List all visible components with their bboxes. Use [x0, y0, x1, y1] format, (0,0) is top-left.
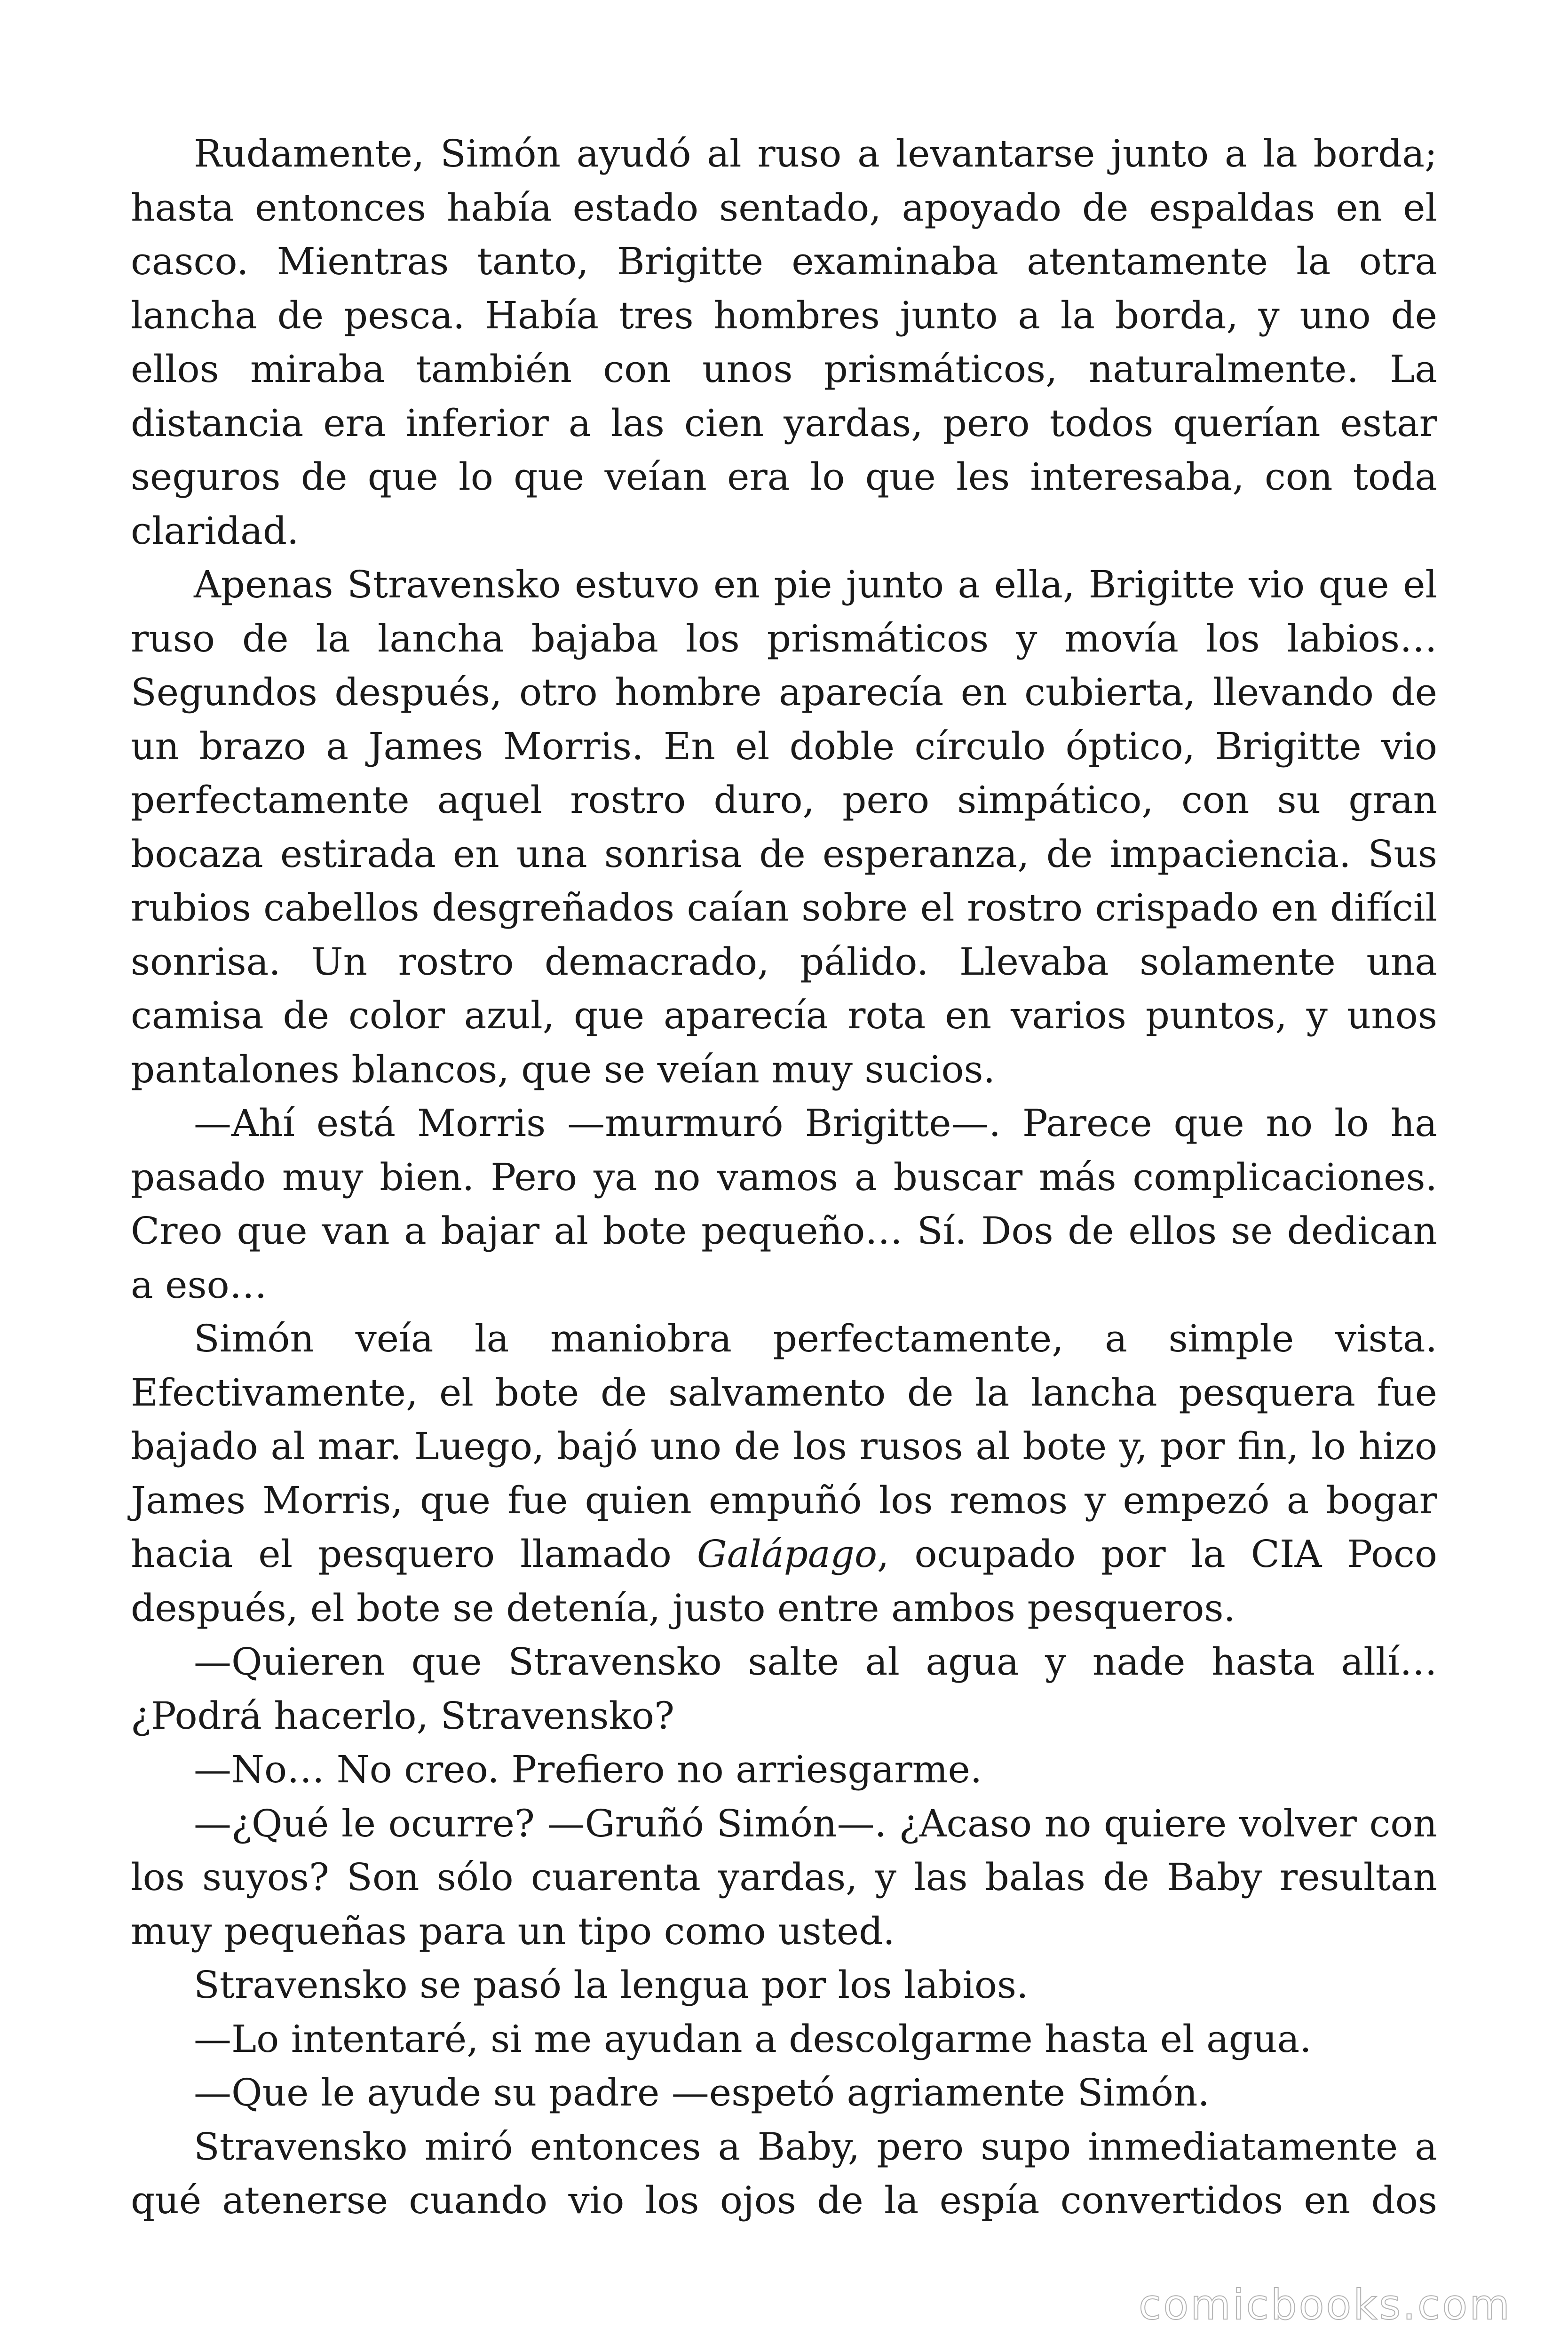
watermark: comicbooks.com [1138, 2280, 1512, 2329]
paragraph: —Lo intentaré, si me ayudan a descolgarme hasta el agua. [194, 2017, 1312, 2061]
paragraph: —Ahí está Morris —murmuró Brigitte—. Parece que no lo ha pasado muy bien. Pero ya no vamos a buscar más complicaciones. Creo que van a bajar al bote pequeño… Sí. Dos de ellos se dedican a eso… [131, 1101, 1437, 1307]
paragraph: —Que le ayude su padre —espetó agriamente Simón. [194, 2071, 1210, 2114]
paragraph: —No… No creo. Prefiero no arriesgarme. [194, 1748, 982, 1791]
paragraph: Stravensko se pasó la lengua por los labios. [194, 1963, 1029, 2007]
boat-name: Galápago [697, 1532, 877, 1576]
paragraph: Rudamente, Simón ayudó al ruso a levantarse junto a la borda; hasta entonces había estado sentado, apoyado de espaldas en el casco. Mientras tanto, Brigitte examinaba atentamente la otra lancha de pesca. Había tres hombres junto a la borda, y uno de ellos miraba también con unos prismáticos, naturalmente. La distancia era inferior a las cien yardas, pero todos querían estar seguros de que lo que veían era lo que les interesaba, con toda claridad. [131, 132, 1437, 553]
body-text [131, 127, 1437, 2228]
paragraph: Apenas Stravensko estuvo en pie junto a ella, Brigitte vio que el ruso de la lancha bajaba los prismáticos y movía los labios… Segundos después, otro hombre aparecía en cubierta, llevando de un brazo a James Morris. En el doble círculo óptico, Brigitte vio perfectamente aquel rostro duro, pero simpático, con su gran bocaza estirada en una sonrisa de esperanza, de impaciencia. Sus rubios cabellos desgreñados caían sobre el rostro crispado en difícil sonrisa. Un rostro demacrado, pálido. Llevaba solamente una camisa de color azul, que aparecía rota en varios puntos, y unos pantalones blancos, que se veían muy sucios. [131, 563, 1437, 1091]
paragraph-text: Simón veía la maniobra perfectamente, a simple vista. Efectivamente, el bote de salvamento de la lancha pesquera fue bajado al mar. Luego, bajó uno de los rusos al bote y, por fin, lo hizo James Morris, que fue quien empuñó los remos y empezó a bogar hacia el pesquero llamado [131, 1317, 1437, 1576]
paragraph-text: , ocupado por la CIA Poco después, el bote se detenía, justo entre ambos pesqueros. [131, 1532, 1437, 1630]
paragraph [131, 1312, 1437, 1635]
paragraph: —¿Qué le ocurre? —Gruñó Simón—. ¿Acaso no quiere volver con los suyos? Son sólo cuarenta yardas, y las balas de Baby resultan muy pequeñas para un tipo como usted. [131, 1801, 1437, 1953]
paragraph: Stravensko miró entonces a Baby, pero supo inmediatamente a qué atenerse cuando vio los ojos de la espía convertidos en dos [131, 2124, 1437, 2222]
paragraph: —Quieren que Stravensko salte al agua y nade hasta allí… ¿Podrá hacerlo, Stravensko? [131, 1640, 1437, 1738]
